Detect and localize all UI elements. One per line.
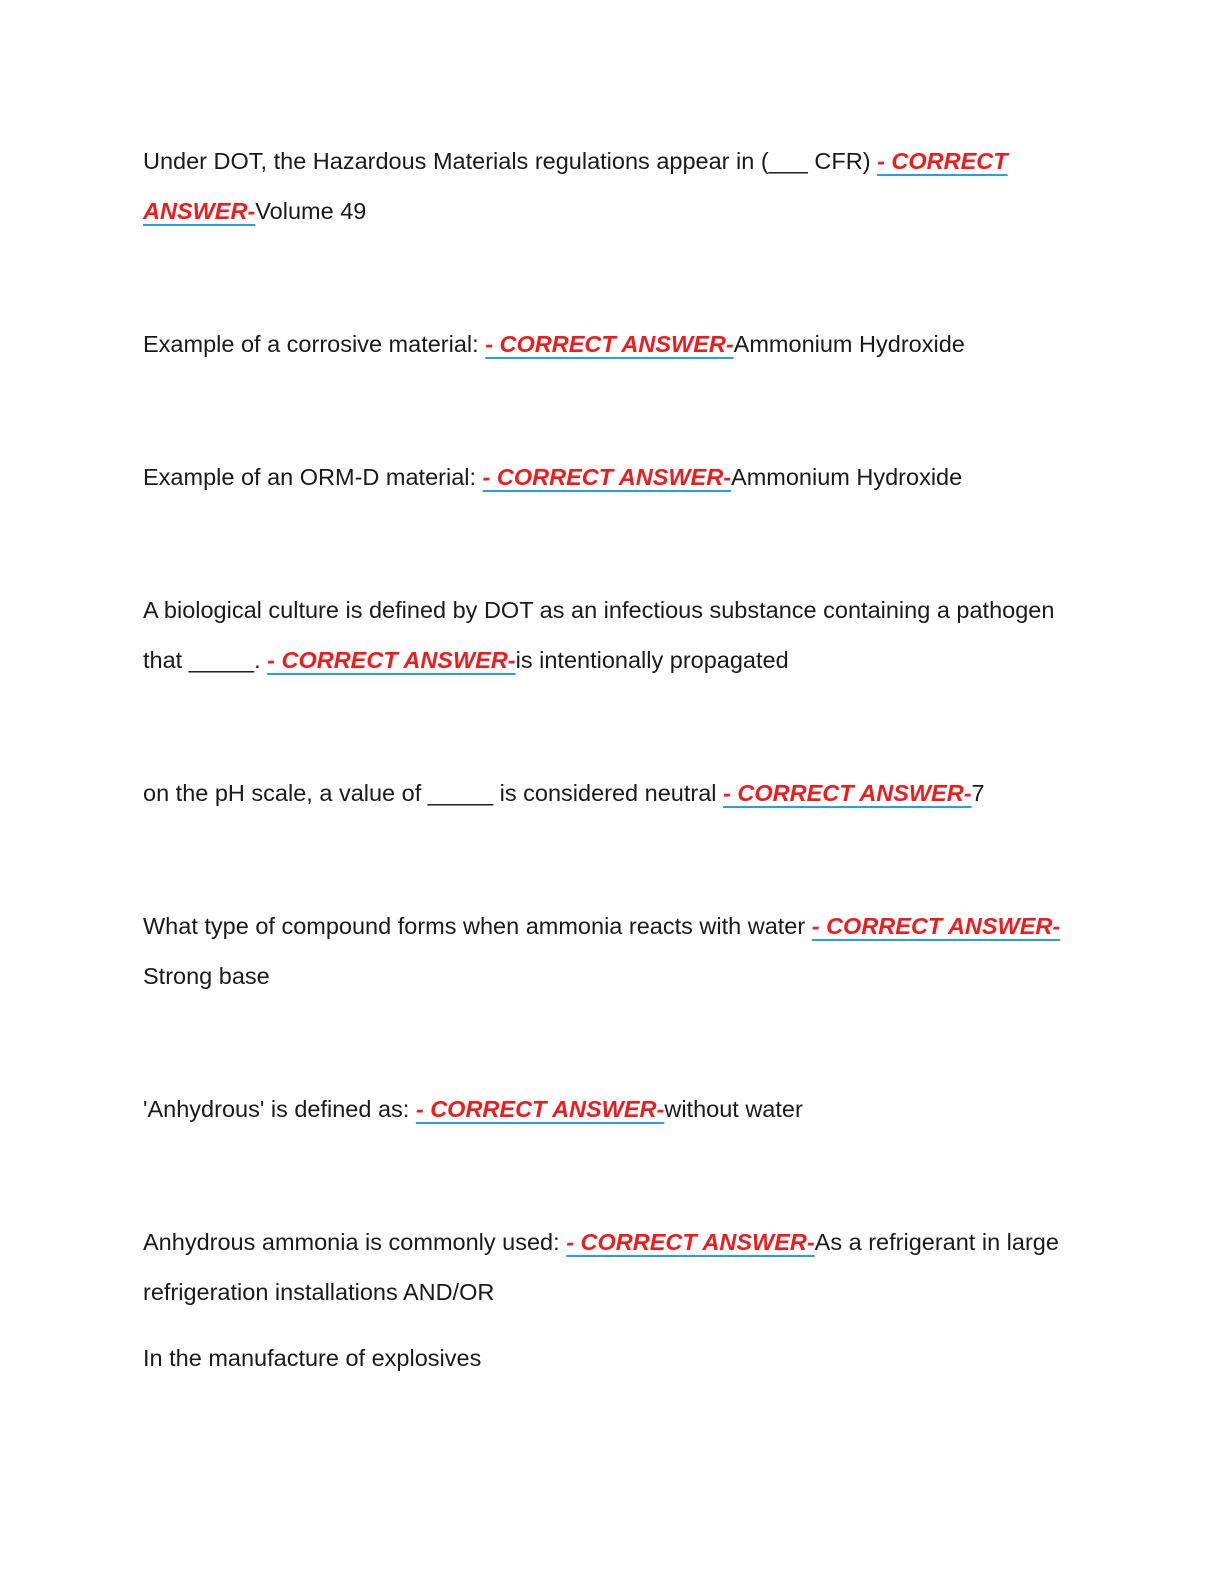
correct-answer-label: - CORRECT ANSWER-: [811, 913, 1061, 939]
correct-answer-label: - CORRECT ANSWER-: [267, 647, 516, 673]
correct-answer-label: - CORRECT ANSWER-: [566, 1229, 815, 1255]
question-text: Example of a corrosive material:: [143, 331, 486, 357]
question-text: on the pH scale, a value of _____ is considered neutral: [143, 780, 724, 806]
qa-list: [143, 136, 1078, 1383]
answer-text: 7: [971, 780, 985, 806]
qa-item: [143, 319, 1078, 369]
answer-continuation: In the manufacture of explosives: [143, 1345, 482, 1371]
qa-item: [143, 136, 1078, 236]
question-text: Anhydrous ammonia is commonly used:: [143, 1229, 567, 1255]
answer-text: Strong base: [143, 963, 270, 989]
question-text: Example of an ORM-D material:: [143, 464, 483, 490]
qa-item: [143, 452, 1078, 502]
correct-answer-label: - CORRECT ANSWER-: [723, 780, 972, 806]
qa-item: [143, 1084, 1078, 1134]
answer-text: Volume 49: [255, 198, 367, 224]
qa-item: [143, 585, 1078, 685]
correct-answer-label: - CORRECT ANSWER-: [485, 331, 734, 357]
answer-text: without water: [664, 1096, 803, 1122]
answer-text: Ammonium Hydroxide: [733, 331, 965, 357]
answer-text: As a refrigerant in large refrigeration installations AND/OR: [143, 1229, 1059, 1305]
answer-text: Ammonium Hydroxide: [731, 464, 963, 490]
question-text: What type of compound forms when ammonia reacts with water: [143, 913, 812, 939]
qa-item: [143, 1217, 1078, 1317]
correct-answer-label: - CORRECT ANSWER-: [143, 148, 1008, 224]
question-text: A biological culture is defined by DOT as an infectious substance containing a pathogen that _____.: [143, 597, 1055, 673]
correct-answer-label: - CORRECT ANSWER-: [482, 464, 732, 490]
answer-text: is intentionally propagated: [515, 647, 789, 673]
question-text: Under DOT, the Hazardous Materials regulations appear in (___ CFR): [143, 148, 878, 174]
question-text: 'Anhydrous' is defined as:: [143, 1096, 416, 1122]
correct-answer-label: - CORRECT ANSWER-: [415, 1096, 665, 1122]
qa-item: [143, 901, 1078, 1001]
qa-item: [143, 768, 1078, 818]
